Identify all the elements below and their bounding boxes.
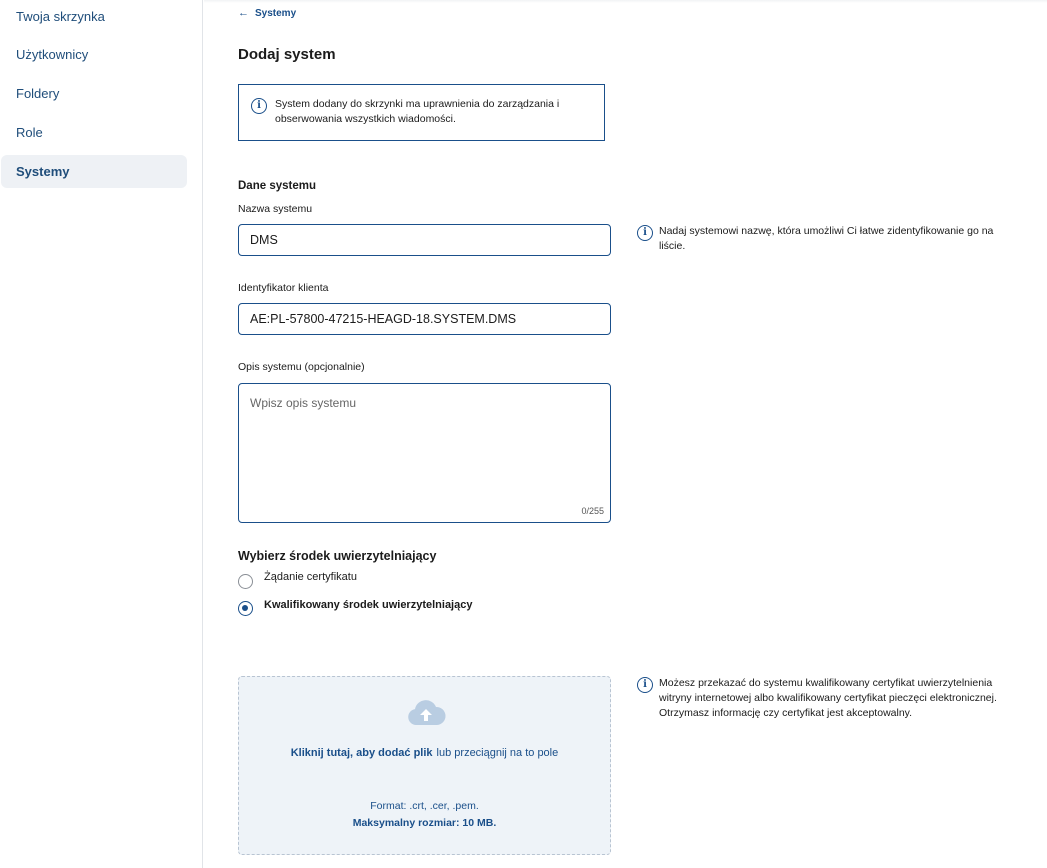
sidebar: [0, 0, 203, 868]
info-icon: i: [637, 225, 653, 241]
info-icon: i: [251, 98, 267, 114]
name-label: Nazwa systemu: [238, 203, 313, 215]
radio-unchecked[interactable]: [238, 574, 253, 589]
drag-text: lub przeciągnij na to pole: [436, 747, 559, 759]
sidebar-item-inbox[interactable]: Twoja skrzynka: [16, 9, 105, 24]
name-input[interactable]: DMS: [238, 224, 611, 256]
sidebar-item-folders[interactable]: Foldery: [16, 86, 60, 101]
radio-qualified-auth[interactable]: [238, 598, 473, 616]
back-link[interactable]: [238, 7, 296, 19]
arrow-left-icon: ←: [238, 7, 249, 19]
description-textarea[interactable]: [238, 383, 611, 523]
auth-hint-text: Możesz przekazać do systemu kwalifikowany certyfikat uwierzytelnienia witryny internetowej albo kwalifikowany certyfikat pieczęci elektronicznej. Otrzymasz informację czy certyfikat jest akceptowalny.: [659, 677, 997, 719]
info-box-text: System dodany do skrzynki ma uprawnienia do zarządzania i obserwowania wszystkich wiadomości.: [275, 98, 560, 125]
auth-title: Wybierz środek uwierzytelniający: [238, 549, 437, 563]
description-placeholder: Wpisz opis systemu: [250, 396, 357, 410]
radio-label: Żądanie certyfikatu: [264, 570, 357, 583]
client-id-label: Identyfikator klienta: [238, 282, 329, 294]
info-box: [238, 84, 605, 141]
character-counter: 0/255: [581, 506, 604, 516]
top-divider: [204, 0, 1047, 3]
description-label: Opis systemu (opcjonalnie): [238, 361, 365, 373]
radio-certificate-request[interactable]: [238, 570, 357, 589]
sidebar-item-users[interactable]: Użytkownicy: [16, 47, 89, 62]
name-hint: [637, 224, 1007, 254]
radio-label: Kwalifikowany środek uwierzytelniający: [264, 598, 473, 611]
name-hint-text: Nadaj systemowi nazwę, która umożliwi Ci łatwe zidentyfikowanie go na liście.: [659, 225, 994, 252]
client-id-input[interactable]: AE:PL-57800-47215-HEAGD-18.SYSTEM.DMS: [238, 303, 611, 335]
auth-hint: [637, 676, 1017, 721]
sidebar-item-roles[interactable]: Role: [16, 125, 43, 140]
cloud-upload-icon: [406, 697, 446, 729]
max-size-text: Maksymalny rozmiar: 10 MB.: [352, 817, 497, 829]
sidebar-item-systems[interactable]: Systemy: [1, 155, 187, 188]
back-link-label: Systemy: [255, 7, 297, 19]
radio-checked[interactable]: [238, 601, 253, 616]
section-title: Dane systemu: [238, 180, 316, 192]
file-dropzone[interactable]: [238, 676, 611, 855]
file-format-text: Format: .crt, .cer, .pem.: [370, 800, 479, 812]
add-file-link[interactable]: Kliknij tutaj, aby dodać plik: [290, 747, 433, 759]
dropzone-instructions: [239, 747, 610, 759]
page-title: Dodaj system: [238, 46, 336, 63]
info-icon: i: [637, 677, 653, 693]
